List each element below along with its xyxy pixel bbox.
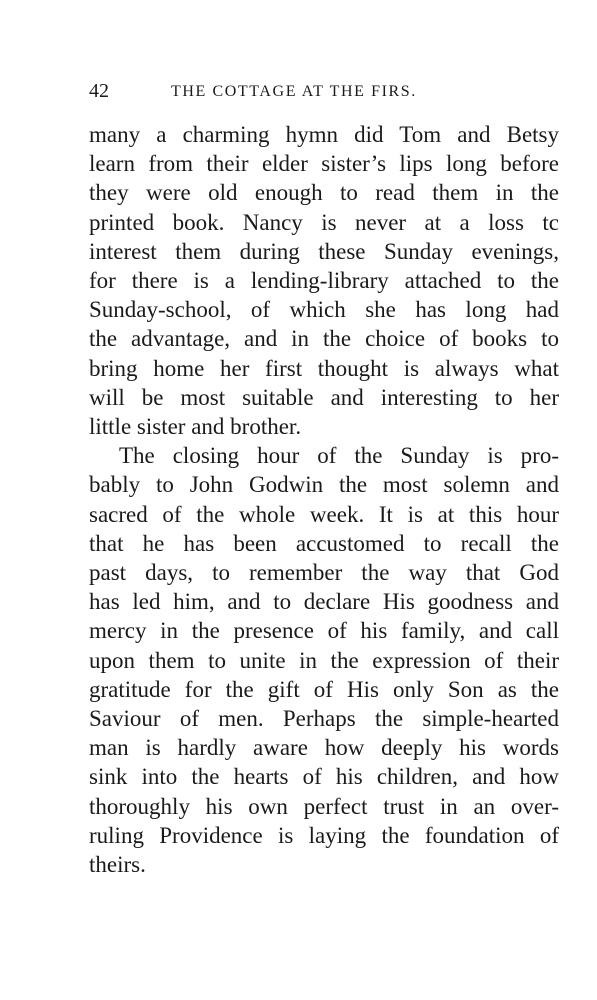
text-line: interest them during these Sunday evenings,: [89, 238, 559, 264]
text-line: sacred of the whole week. It is at this hour: [89, 501, 559, 527]
text-line: many a charming hymn did Tom and Betsy: [89, 122, 559, 147]
text-line: learn from their elder sister’s lips long before: [89, 151, 559, 177]
body-text: [89, 120, 559, 879]
text-line: upon them to unite in the expression of their: [89, 647, 559, 673]
text-line: The closing hour of the Sunday is pro-: [119, 443, 559, 469]
running-title: THE COTTAGE AT THE FIRS.: [171, 83, 417, 100]
text-line: bring home her first thought is always what: [89, 355, 559, 381]
text-line: will be most suitable and interesting to her: [89, 384, 559, 410]
paragraph: [89, 441, 559, 879]
text-line: sink into the hearts of his children, and how: [89, 764, 559, 790]
text-line: printed book. Nancy is never at a loss tc: [89, 209, 559, 235]
text-line: ruling Providence is laying the foundation of: [89, 822, 559, 848]
text-line: that he has been accustomed to recall the: [89, 530, 559, 556]
text-line: past days, to remember the way that God: [89, 560, 559, 586]
page-number: 42: [89, 80, 109, 102]
text-line: bably to John Godwin the most solemn and: [89, 472, 559, 498]
text-line: mercy in the presence of his family, and call: [89, 618, 559, 644]
text-line: for there is a lending-library attached to the: [89, 268, 559, 294]
text-line: thoroughly his own perfect trust in an over-: [89, 793, 559, 819]
paragraph: [89, 120, 559, 441]
text-line: they were old enough to read them in the: [89, 180, 559, 206]
text-line: theirs.: [89, 852, 146, 878]
text-line: gratitude for the gift of His only Son as the: [89, 676, 559, 702]
text-line: the advantage, and in the choice of books to: [89, 326, 559, 352]
text-line: man is hardly aware how deeply his words: [89, 735, 559, 761]
text-line: little sister and brother.: [89, 414, 302, 440]
page-header: [89, 78, 559, 108]
text-line: Sunday-school, of which she has long had: [89, 297, 559, 323]
text-line: has led him, and to declare His goodness and: [89, 589, 559, 615]
text-line: Saviour of men. Perhaps the simple-hearted: [89, 706, 559, 732]
